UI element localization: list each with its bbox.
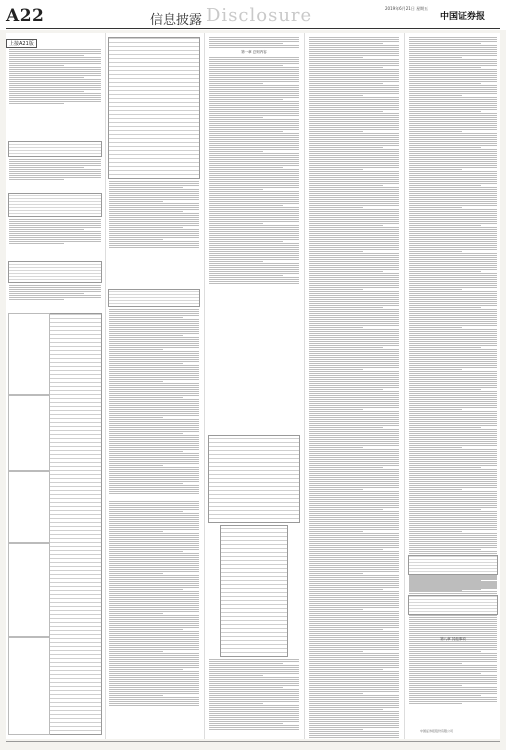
text-block [409,37,497,645]
section-heading: 第一章 总则内容 [241,50,267,54]
table-row-header [8,543,50,637]
text-block [409,576,497,592]
text-block [109,309,199,495]
text-block [309,37,399,739]
table-row-header [8,637,50,735]
page-number: A22 [6,6,45,26]
text-block [409,645,497,705]
data-table [408,555,498,575]
large-table [208,435,300,523]
masthead [0,0,506,30]
text-block [109,181,199,249]
page-body [6,33,500,739]
column-divider [304,33,305,739]
text-block [9,219,101,245]
column-3 [206,33,302,739]
text-block [109,501,199,707]
footer-note: 中国证券报股份有限公司 [420,729,454,733]
section-heading: 第八章 其他事项 [440,637,466,641]
column-divider [404,33,405,739]
table-row-header [8,471,50,543]
data-table [8,193,102,217]
column-4 [306,33,402,739]
large-table [220,525,288,657]
data-table [8,141,102,157]
data-table [408,595,498,615]
table-row-header [8,313,50,395]
text-block [209,659,299,731]
column-divider [204,33,205,739]
text-block [9,159,101,181]
column-5 [406,33,500,739]
continued-label: 上接A21版 [6,39,37,48]
text-block [9,285,101,301]
column-1 [6,33,104,739]
data-table [108,289,200,307]
publication-logo: 中国证券报 [440,12,486,22]
dateline: 2019年6月21日 星期五 [385,6,429,11]
masthead-rule [6,28,500,29]
data-table [8,261,102,283]
text-block [409,617,497,633]
section-title-en: Disclosure [206,5,313,26]
column-2 [106,33,202,739]
text-block [209,57,299,285]
table-row-header [8,395,50,471]
large-table [48,313,102,735]
large-table [108,37,200,179]
section-title: 信息披露 [150,13,203,28]
footer-rule [6,741,500,742]
text-block [209,37,299,49]
text-block [9,49,101,105]
